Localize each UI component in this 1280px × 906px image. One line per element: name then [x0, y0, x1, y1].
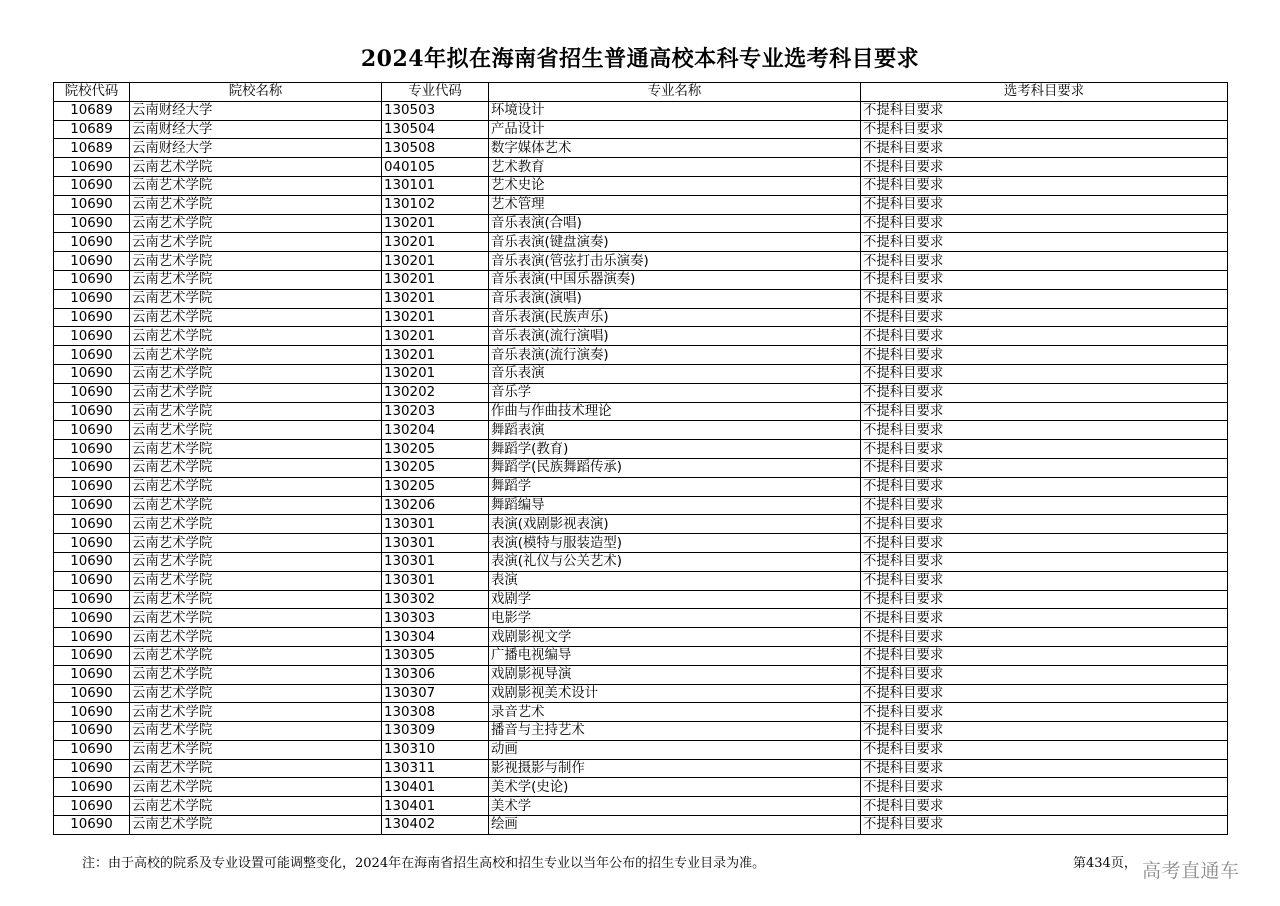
school-name-cell: 云南财经大学	[130, 139, 382, 158]
major-code-cell: 130201	[382, 364, 489, 383]
major-name-cell: 环境设计	[489, 101, 861, 120]
school-code-cell: 10690	[54, 571, 130, 590]
school-code-cell: 10690	[54, 665, 130, 684]
school-name-cell: 云南艺术学院	[130, 195, 382, 214]
major-code-cell: 130204	[382, 421, 489, 440]
school-code-cell: 10690	[54, 797, 130, 816]
school-code-cell: 10690	[54, 158, 130, 177]
requirement-cell: 不提科目要求	[861, 740, 1228, 759]
major-name-cell: 音乐表演(中国乐器演奏)	[489, 270, 861, 289]
table-row	[54, 158, 1228, 177]
major-code-cell: 130306	[382, 665, 489, 684]
major-name-cell: 数字媒体艺术	[489, 139, 861, 158]
requirement-cell: 不提科目要求	[861, 458, 1228, 477]
table-row	[54, 496, 1228, 515]
page-number: 第434页，	[1073, 856, 1137, 871]
major-name-cell: 艺术史论	[489, 176, 861, 195]
major-name-cell: 戏剧影视文学	[489, 628, 861, 647]
table-row	[54, 722, 1228, 741]
major-name-cell: 舞蹈学	[489, 477, 861, 496]
major-name-cell: 音乐表演(管弦打击乐演奏)	[489, 252, 861, 271]
major-name-cell: 音乐学	[489, 383, 861, 402]
major-name-cell: 音乐表演(键盘演奏)	[489, 233, 861, 252]
table-row	[54, 214, 1228, 233]
table-row	[54, 139, 1228, 158]
requirement-cell: 不提科目要求	[861, 383, 1228, 402]
major-code-cell: 130203	[382, 402, 489, 421]
school-code-cell: 10690	[54, 609, 130, 628]
major-name-cell: 电影学	[489, 609, 861, 628]
school-name-cell: 云南财经大学	[130, 120, 382, 139]
major-code-cell: 130301	[382, 552, 489, 571]
school-name-cell: 云南艺术学院	[130, 477, 382, 496]
school-name-cell: 云南艺术学院	[130, 816, 382, 835]
requirement-cell: 不提科目要求	[861, 101, 1228, 120]
school-name-cell: 云南艺术学院	[130, 364, 382, 383]
major-code-cell: 130205	[382, 477, 489, 496]
school-name-cell: 云南艺术学院	[130, 346, 382, 365]
table-row	[54, 327, 1228, 346]
school-name-cell: 云南艺术学院	[130, 176, 382, 195]
header-subject-requirement: 选考科目要求	[861, 83, 1228, 102]
school-code-cell: 10690	[54, 759, 130, 778]
school-code-cell: 10689	[54, 139, 130, 158]
table-row	[54, 364, 1228, 383]
major-code-cell: 130310	[382, 740, 489, 759]
requirement-cell: 不提科目要求	[861, 515, 1228, 534]
major-name-cell: 表演	[489, 571, 861, 590]
table-row	[54, 609, 1228, 628]
school-code-cell: 10690	[54, 552, 130, 571]
school-code-cell: 10690	[54, 778, 130, 797]
school-code-cell: 10690	[54, 176, 130, 195]
table-row	[54, 233, 1228, 252]
major-name-cell: 作曲与作曲技术理论	[489, 402, 861, 421]
major-code-cell: 130305	[382, 646, 489, 665]
major-code-cell: 130101	[382, 176, 489, 195]
school-code-cell: 10690	[54, 628, 130, 647]
table-row	[54, 816, 1228, 835]
table-row	[54, 684, 1228, 703]
header-school-name: 院校名称	[130, 83, 382, 102]
major-code-cell: 130309	[382, 722, 489, 741]
table-row	[54, 270, 1228, 289]
major-code-cell: 130304	[382, 628, 489, 647]
school-name-cell: 云南艺术学院	[130, 778, 382, 797]
table-row	[54, 759, 1228, 778]
table-row	[54, 440, 1228, 459]
requirement-cell: 不提科目要求	[861, 421, 1228, 440]
school-code-cell: 10690	[54, 646, 130, 665]
school-name-cell: 云南艺术学院	[130, 158, 382, 177]
school-name-cell: 云南艺术学院	[130, 646, 382, 665]
school-name-cell: 云南艺术学院	[130, 252, 382, 271]
school-code-cell: 10690	[54, 722, 130, 741]
requirement-cell: 不提科目要求	[861, 233, 1228, 252]
school-code-cell: 10690	[54, 684, 130, 703]
school-name-cell: 云南艺术学院	[130, 458, 382, 477]
table-row	[54, 703, 1228, 722]
school-name-cell: 云南艺术学院	[130, 797, 382, 816]
major-name-cell: 舞蹈编导	[489, 496, 861, 515]
school-name-cell: 云南艺术学院	[130, 496, 382, 515]
header-major-name: 专业名称	[489, 83, 861, 102]
school-name-cell: 云南艺术学院	[130, 609, 382, 628]
school-code-cell: 10690	[54, 214, 130, 233]
school-code-cell: 10689	[54, 120, 130, 139]
school-name-cell: 云南艺术学院	[130, 552, 382, 571]
requirement-cell: 不提科目要求	[861, 797, 1228, 816]
requirement-cell: 不提科目要求	[861, 684, 1228, 703]
major-name-cell: 舞蹈学(教育)	[489, 440, 861, 459]
school-name-cell: 云南艺术学院	[130, 308, 382, 327]
school-name-cell: 云南艺术学院	[130, 327, 382, 346]
requirement-cell: 不提科目要求	[861, 346, 1228, 365]
major-name-cell: 表演(模特与服装造型)	[489, 534, 861, 553]
major-name-cell: 艺术管理	[489, 195, 861, 214]
school-code-cell: 10690	[54, 458, 130, 477]
requirement-cell: 不提科目要求	[861, 496, 1228, 515]
major-name-cell: 舞蹈学(民族舞蹈传承)	[489, 458, 861, 477]
table-row	[54, 101, 1228, 120]
major-code-cell: 130201	[382, 346, 489, 365]
school-name-cell: 云南艺术学院	[130, 515, 382, 534]
major-code-cell: 130508	[382, 139, 489, 158]
major-code-cell: 130401	[382, 797, 489, 816]
school-code-cell: 10690	[54, 816, 130, 835]
table-row	[54, 797, 1228, 816]
requirement-cell: 不提科目要求	[861, 440, 1228, 459]
table-row	[54, 665, 1228, 684]
major-name-cell: 舞蹈表演	[489, 421, 861, 440]
requirement-cell: 不提科目要求	[861, 477, 1228, 496]
table-row	[54, 120, 1228, 139]
school-code-cell: 10690	[54, 477, 130, 496]
major-name-cell: 动画	[489, 740, 861, 759]
table-row	[54, 778, 1228, 797]
requirement-cell: 不提科目要求	[861, 270, 1228, 289]
requirement-cell: 不提科目要求	[861, 308, 1228, 327]
requirement-cell: 不提科目要求	[861, 158, 1228, 177]
school-code-cell: 10690	[54, 515, 130, 534]
school-name-cell: 云南艺术学院	[130, 440, 382, 459]
school-code-cell: 10690	[54, 252, 130, 271]
school-code-cell: 10690	[54, 346, 130, 365]
requirement-cell: 不提科目要求	[861, 402, 1228, 421]
table-header-row	[54, 83, 1228, 102]
school-code-cell: 10690	[54, 270, 130, 289]
table-row	[54, 176, 1228, 195]
major-code-cell: 130201	[382, 214, 489, 233]
school-code-cell: 10690	[54, 534, 130, 553]
major-code-cell: 130307	[382, 684, 489, 703]
table-row	[54, 628, 1228, 647]
school-name-cell: 云南艺术学院	[130, 740, 382, 759]
school-name-cell: 云南艺术学院	[130, 534, 382, 553]
table-body	[54, 101, 1228, 834]
requirement-cell: 不提科目要求	[861, 289, 1228, 308]
requirement-cell: 不提科目要求	[861, 252, 1228, 271]
school-name-cell: 云南财经大学	[130, 101, 382, 120]
major-name-cell: 录音艺术	[489, 703, 861, 722]
major-code-cell: 130102	[382, 195, 489, 214]
table-row	[54, 552, 1228, 571]
school-name-cell: 云南艺术学院	[130, 722, 382, 741]
school-code-cell: 10690	[54, 590, 130, 609]
requirement-cell: 不提科目要求	[861, 646, 1228, 665]
requirement-cell: 不提科目要求	[861, 628, 1228, 647]
school-code-cell: 10690	[54, 327, 130, 346]
major-code-cell: 130201	[382, 327, 489, 346]
table-row	[54, 571, 1228, 590]
table-row	[54, 477, 1228, 496]
major-name-cell: 音乐表演(演唱)	[489, 289, 861, 308]
school-name-cell: 云南艺术学院	[130, 214, 382, 233]
school-name-cell: 云南艺术学院	[130, 590, 382, 609]
table-row	[54, 421, 1228, 440]
requirement-cell: 不提科目要求	[861, 590, 1228, 609]
major-code-cell: 040105	[382, 158, 489, 177]
major-name-cell: 音乐表演(流行演唱)	[489, 327, 861, 346]
school-code-cell: 10690	[54, 402, 130, 421]
requirement-cell: 不提科目要求	[861, 120, 1228, 139]
major-code-cell: 130503	[382, 101, 489, 120]
school-name-cell: 云南艺术学院	[130, 684, 382, 703]
table-row	[54, 252, 1228, 271]
requirement-cell: 不提科目要求	[861, 778, 1228, 797]
major-code-cell: 130301	[382, 534, 489, 553]
school-name-cell: 云南艺术学院	[130, 233, 382, 252]
school-name-cell: 云南艺术学院	[130, 703, 382, 722]
table-row	[54, 646, 1228, 665]
major-code-cell: 130202	[382, 383, 489, 402]
major-code-cell: 130205	[382, 458, 489, 477]
table-row	[54, 515, 1228, 534]
watermark: 高考直通车	[1142, 860, 1240, 882]
school-name-cell: 云南艺术学院	[130, 665, 382, 684]
major-code-cell: 130201	[382, 233, 489, 252]
requirement-cell: 不提科目要求	[861, 703, 1228, 722]
major-name-cell: 广播电视编导	[489, 646, 861, 665]
school-code-cell: 10690	[54, 195, 130, 214]
school-name-cell: 云南艺术学院	[130, 759, 382, 778]
table-row	[54, 590, 1228, 609]
requirement-cell: 不提科目要求	[861, 552, 1228, 571]
school-code-cell: 10690	[54, 383, 130, 402]
school-name-cell: 云南艺术学院	[130, 289, 382, 308]
school-name-cell: 云南艺术学院	[130, 628, 382, 647]
requirement-cell: 不提科目要求	[861, 195, 1228, 214]
major-name-cell: 表演(戏剧影视表演)	[489, 515, 861, 534]
table-row	[54, 195, 1228, 214]
table-row	[54, 534, 1228, 553]
school-code-cell: 10690	[54, 308, 130, 327]
school-code-cell: 10689	[54, 101, 130, 120]
major-name-cell: 戏剧影视美术设计	[489, 684, 861, 703]
major-code-cell: 130301	[382, 515, 489, 534]
requirement-cell: 不提科目要求	[861, 759, 1228, 778]
school-code-cell: 10690	[54, 740, 130, 759]
table-row	[54, 402, 1228, 421]
requirement-cell: 不提科目要求	[861, 364, 1228, 383]
table-row	[54, 289, 1228, 308]
requirement-cell: 不提科目要求	[861, 665, 1228, 684]
requirement-cell: 不提科目要求	[861, 534, 1228, 553]
major-name-cell: 音乐表演	[489, 364, 861, 383]
major-code-cell: 130201	[382, 252, 489, 271]
requirement-cell: 不提科目要求	[861, 571, 1228, 590]
requirement-cell: 不提科目要求	[861, 139, 1228, 158]
major-code-cell: 130302	[382, 590, 489, 609]
table-row	[54, 458, 1228, 477]
requirement-cell: 不提科目要求	[861, 816, 1228, 835]
footer-note: 注：由于高校的院系及专业设置可能调整变化，2024年在海南省招生高校和招生专业以当年公布的招生专业目录为准。	[82, 856, 766, 871]
requirement-cell: 不提科目要求	[861, 722, 1228, 741]
requirement-cell: 不提科目要求	[861, 327, 1228, 346]
requirement-cell: 不提科目要求	[861, 214, 1228, 233]
school-code-cell: 10690	[54, 289, 130, 308]
major-code-cell: 130401	[382, 778, 489, 797]
requirement-cell: 不提科目要求	[861, 176, 1228, 195]
school-code-cell: 10690	[54, 421, 130, 440]
major-code-cell: 130201	[382, 308, 489, 327]
school-code-cell: 10690	[54, 703, 130, 722]
major-name-cell: 艺术教育	[489, 158, 861, 177]
school-name-cell: 云南艺术学院	[130, 421, 382, 440]
document-title: 2024年拟在海南省招生普通高校本科专业选考科目要求	[360, 46, 920, 72]
school-code-cell: 10690	[54, 440, 130, 459]
major-name-cell: 戏剧学	[489, 590, 861, 609]
major-code-cell: 130301	[382, 571, 489, 590]
school-name-cell: 云南艺术学院	[130, 571, 382, 590]
header-school-code: 院校代码	[54, 83, 130, 102]
major-code-cell: 130504	[382, 120, 489, 139]
major-name-cell: 音乐表演(流行演奏)	[489, 346, 861, 365]
table-row	[54, 740, 1228, 759]
major-name-cell: 音乐表演(民族声乐)	[489, 308, 861, 327]
school-code-cell: 10690	[54, 233, 130, 252]
school-name-cell: 云南艺术学院	[130, 402, 382, 421]
major-name-cell: 美术学	[489, 797, 861, 816]
major-name-cell: 戏剧影视导演	[489, 665, 861, 684]
major-code-cell: 130311	[382, 759, 489, 778]
major-code-cell: 130201	[382, 270, 489, 289]
major-code-cell: 130206	[382, 496, 489, 515]
table-row	[54, 346, 1228, 365]
table-row	[54, 383, 1228, 402]
major-name-cell: 音乐表演(合唱)	[489, 214, 861, 233]
major-code-cell: 130303	[382, 609, 489, 628]
major-code-cell: 130308	[382, 703, 489, 722]
major-name-cell: 美术学(史论)	[489, 778, 861, 797]
major-code-cell: 130402	[382, 816, 489, 835]
school-name-cell: 云南艺术学院	[130, 383, 382, 402]
requirement-cell: 不提科目要求	[861, 609, 1228, 628]
school-code-cell: 10690	[54, 364, 130, 383]
major-name-cell: 表演(礼仪与公关艺术)	[489, 552, 861, 571]
header-major-code: 专业代码	[382, 83, 489, 102]
major-code-cell: 130205	[382, 440, 489, 459]
requirements-table	[53, 82, 1228, 835]
major-name-cell: 影视摄影与制作	[489, 759, 861, 778]
major-name-cell: 播音与主持艺术	[489, 722, 861, 741]
table-row	[54, 308, 1228, 327]
school-name-cell: 云南艺术学院	[130, 270, 382, 289]
school-code-cell: 10690	[54, 496, 130, 515]
major-name-cell: 产品设计	[489, 120, 861, 139]
major-code-cell: 130201	[382, 289, 489, 308]
major-name-cell: 绘画	[489, 816, 861, 835]
